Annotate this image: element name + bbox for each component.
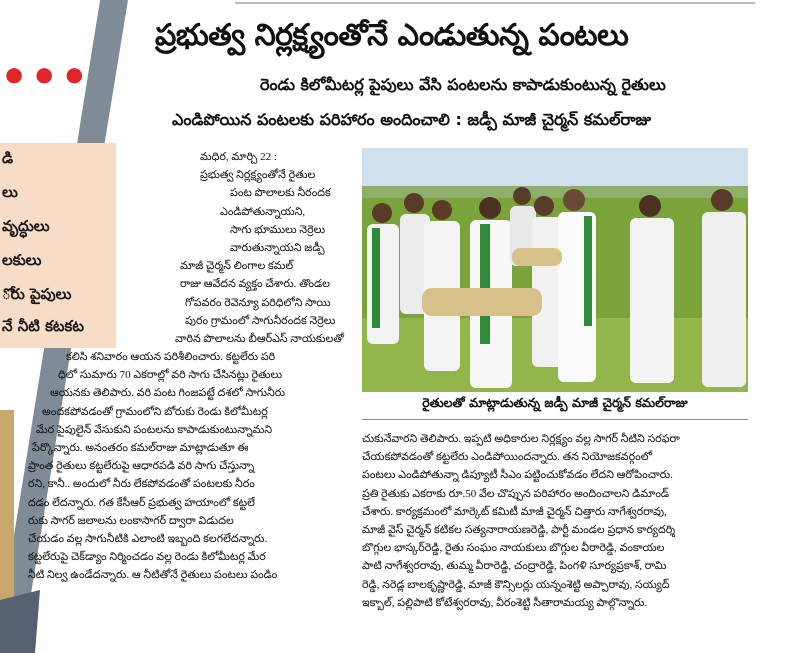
text-line: చేశారు. కార్యక్రమంలో మార్కెట్ కమిటీ మాజీ చైర్మన్ చిత్తారు నాగేశ్వరరావు,: [362, 505, 667, 518]
text-line: బొగ్గుల భాస్కర్‌రెడ్డి, రైతు సంఘం నాయకులు బొగ్గుల వీరారెడ్డి, వంకాయల: [362, 542, 665, 555]
text-line: చేయడం వల్ల సాగునీటికి ఎలాంటి ఇబ్బంది కలగలేదన్నారు.: [28, 533, 268, 546]
text-line: గోపవరం రెవెన్యూ పరిధిలోని సాయి: [185, 296, 331, 309]
teaser-line: ోరు పైపులు: [2, 285, 72, 303]
text-line: దడం లేదన్నారు. గత కేసీఆర్ ప్రభుత్వ హయాంలో కట్టలే: [28, 496, 255, 509]
article-photo: [362, 148, 748, 392]
text-line: ధిలో సుమారు 70 ఎకరాల్లో వరి సాగు చేసినట్లు రైతులు: [58, 369, 283, 382]
farmers-in-field-image: [362, 148, 748, 392]
red-dots-decoration: •••: [0, 52, 91, 103]
text-line: ప్రాంత రైతులు కట్టలేరుపై ఆధారపడి వరి సాగు చేస్తున్నా: [28, 460, 255, 473]
text-line: వారుతున్నాయని జడ్పీ: [230, 242, 325, 255]
article-kicker: ఎండిపోయిన పంటలకు పరిహారం అందించాలి : జడ్పీ మాజీ చైర్మన్ కమల్‌రాజు: [172, 110, 651, 129]
teaser-line: నే నీటి కటకట: [2, 317, 84, 335]
text-line: పురం గ్రామంలో సాగునీరందక నెర్రెలు: [185, 314, 336, 327]
text-line: కలిసి శనివారం ఆయన పరిశీలించారు. కట్టలేరు పరి: [66, 351, 276, 363]
article-column-2: [362, 430, 750, 612]
text-line: మేర పైపులైన్ వేసుకుని పంటలను కాపాడుకుంటున్నామని: [36, 423, 273, 436]
article-column-1-wide: [28, 348, 348, 585]
left-teaser-box: [0, 143, 116, 348]
text-line: వారిన పొలాలను బీఆర్ఎస్ నాయకులతో: [175, 333, 345, 346]
text-line: చేయకపోవడంతో కట్టలేరు ఎండిపోయిందన్నారు. తన నియోజకవర్గంలో: [362, 451, 653, 464]
text-line: ప్రభుత్వ నిర్లక్ష్యంతోనే రైతుల: [200, 169, 316, 182]
text-line: ప్రతి రైతుకు ఎకరాకు రూ.50 వేల చొప్పున పరిహారం అందించాలని డిమాండ్: [362, 487, 670, 500]
article-subheadline: రెండు కిలోమీటర్ల పైపులు వేసి పంటలను కాపాడుకుంటున్న రైతులు: [260, 75, 666, 94]
text-line: పాటి నాగేశ్వరరావు, తుమ్మ వీరారెడ్డి, చంద్రారెడ్డి, పింగళి సూర్యప్రకాశ్, రామి: [362, 560, 667, 573]
text-line: మాజీ చైర్మన్ లింగాల కమల్: [180, 260, 294, 273]
photo-caption: రైతులతో మాట్లాడుతున్న జడ్పీ మాజీ చైర్మన్ కమల్‌రాజు: [422, 395, 688, 410]
text-line: అందకపోవడంతో గ్రామంలోని బోరుకు రెండు కిలోమీటర్ల: [42, 405, 268, 418]
text-line: రెడ్డి, నరెడ్ల బాలకృష్ణారెడ్డి, మాజీ కౌన్సిలర్లు యన్నంశెట్టి అప్పారావు, సయ్యద్: [362, 578, 670, 591]
text-line: ఆయనకు తెలిపారు. వరి పంట గింజపట్టే దశలో సాగునీరు: [50, 387, 286, 400]
text-line: రని, కానీ.. అందులో నీరు లేకపోవడంతో పంటలకు నీరం: [28, 478, 255, 491]
text-line: సాగు భూములు నెర్రెలు: [230, 223, 326, 236]
top-divider: [235, 2, 755, 4]
teaser-line: లకులు: [2, 251, 42, 269]
teaser-line: వృద్ధులు: [2, 217, 50, 235]
teaser-line: లు: [2, 183, 18, 201]
text-line: మాజీ వైస్ చైర్మన్ కటికల సత్యనారాయణరెడ్డి, పార్టీ మండల ప్రధాన కార్యదర్శి: [362, 524, 676, 537]
text-line: పంట పొలాలకు నీరందక: [230, 187, 331, 200]
caption-divider: [362, 419, 748, 420]
teaser-line: డి: [2, 149, 14, 167]
text-line: ఇక్బాల్, పల్లిపాటి కోటేశ్వరరావు, వీరంశెట్టి సీతారామయ్య పాల్గొన్నారు.: [362, 596, 648, 609]
text-line: పేర్కొన్నారు. అనంతరం కమల్‌రాజు మాట్లాడుతూ ఈ: [32, 442, 249, 455]
text-line: చుకునేవారని తెలిపారు. ఇప్పటి అధికారుల నిర్లక్ష్యం వల్ల సాగర్ నీటిని సరఫరా: [362, 433, 680, 445]
text-line: ఎండిపోతున్నాయని,: [220, 205, 306, 218]
article-headline: ప్రభుత్వ నిర్లక్ష్యంతోనే ఎండుతున్న పంటలు: [155, 18, 629, 53]
text-line: రాజు ఆవేదన వ్యక్తం చేశారు. తొండల: [180, 278, 330, 291]
text-line: నీటి నిల్వ ఉండేదన్నారు. ఆ నీటితోనే రైతులు పంటలు పండిం: [28, 569, 278, 582]
article-column-1-narrow: [175, 148, 348, 348]
text-line: పంటలు ఎండిపోతున్నా డిప్యూటీ సీఎం పట్టించుకోవడం లేదని ఆరోపించారు.: [362, 469, 673, 482]
text-line: కట్టలేరుపై చెక్‌డ్యాం నిర్మించడం వల్ల రెండు కిలోమీటర్ల మేర: [28, 551, 266, 564]
text-line: రుకు సాగర్ జలాలను లంకాసాగర్ ద్వారా విడుదల: [28, 514, 234, 527]
text-line: మధిర, మార్చి 22 :: [200, 151, 277, 163]
